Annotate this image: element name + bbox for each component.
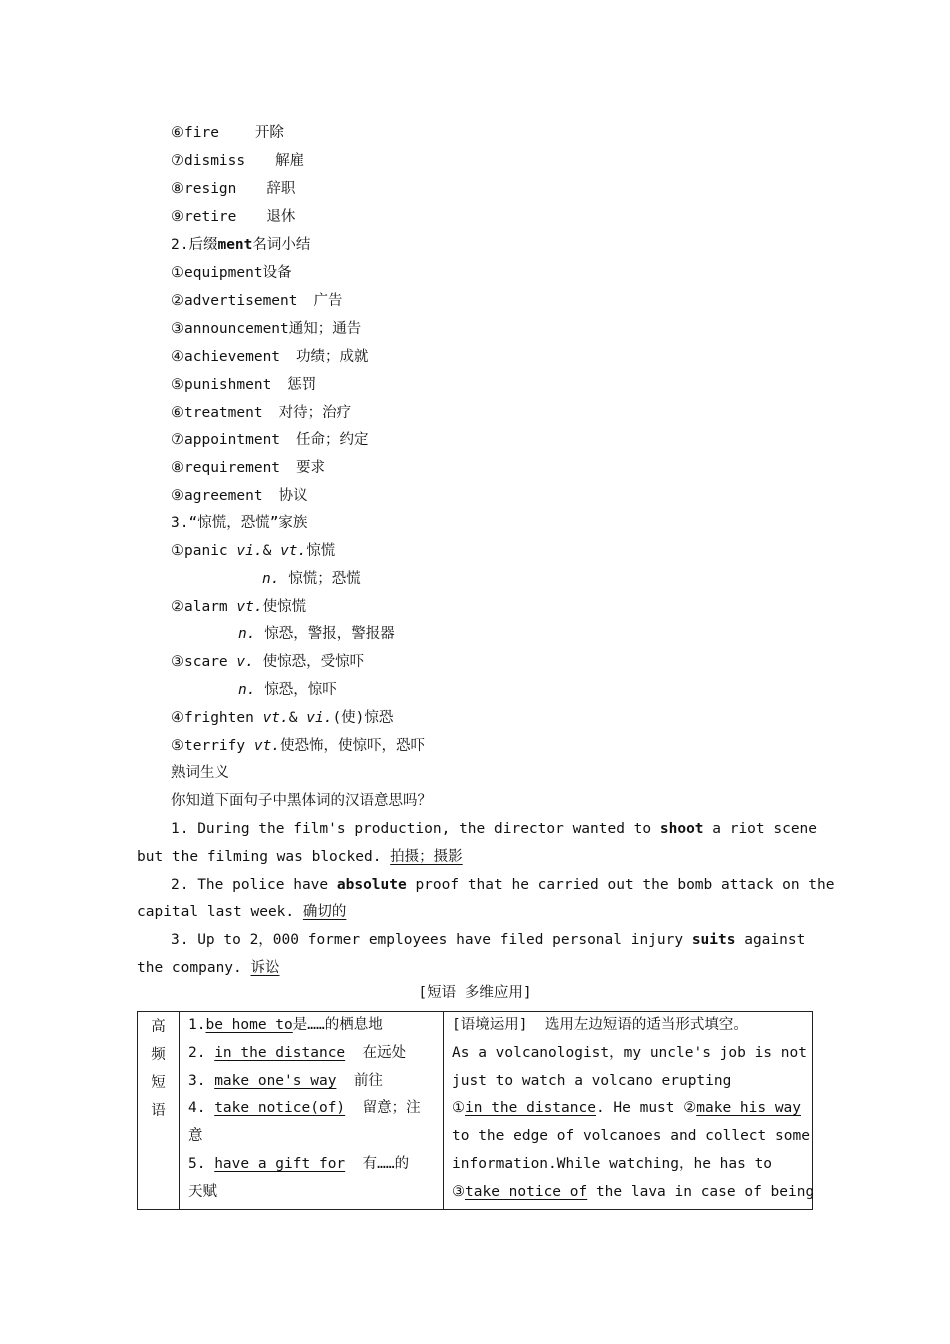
vocab-meaning: 惊慌；恐慌 <box>279 571 361 587</box>
answer-text: 诉讼 <box>250 960 280 976</box>
vocab-line <box>262 569 361 589</box>
vocab-word: ①equipment <box>171 265 263 281</box>
sentence-text: against <box>735 932 806 948</box>
vocab-line <box>171 375 316 395</box>
phrase-meaning: 有……的 <box>345 1155 410 1172</box>
phrase-item-continuation <box>180 1123 443 1151</box>
vocab-line <box>171 597 306 617</box>
exercise-text: information.While watching，he has to <box>452 1155 773 1172</box>
vocab-line <box>171 347 369 367</box>
part-of-speech: vt. <box>253 738 281 754</box>
phrase-text: in the distance <box>214 1044 346 1061</box>
phrase-text: be home to <box>205 1017 293 1033</box>
vocab-meaning: 广告 <box>313 293 343 309</box>
sentence-text: the company. <box>137 960 251 976</box>
answer-text: in the distance <box>465 1100 596 1117</box>
phrase-meaning: 留意；注 <box>345 1100 421 1117</box>
phrase-text: make one's way <box>214 1072 337 1089</box>
blank-number: ① <box>452 1100 465 1117</box>
vocab-line <box>171 319 361 339</box>
vocab-meaning: 任命；约定 <box>296 432 369 448</box>
phrase-item <box>180 1151 443 1179</box>
context-exercise-cell <box>444 1012 813 1210</box>
section-heading: 3.“惊慌，恐慌”家族 <box>171 515 308 531</box>
vocab-line <box>238 624 395 644</box>
section-heading <box>171 235 310 255</box>
phrase-list-cell <box>180 1012 444 1210</box>
vocab-meaning: 使惊慌 <box>262 599 307 615</box>
exercise-instruction: [语境运用] 选用左边短语的适当形式填空。 <box>452 1017 748 1033</box>
question-text: 你知道下面句子中黑体词的汉语意思吗？ <box>171 793 432 809</box>
sentence-text: proof that he carried out the bomb attack on the <box>406 877 835 893</box>
phrase-meaning: 前往 <box>336 1072 383 1089</box>
vocab-word: ⑧resign <box>171 181 237 197</box>
side-label-char: 短 <box>151 1075 166 1091</box>
ampersand: & <box>262 543 281 559</box>
exercise-text: to the edge of volcanoes and collect some <box>452 1128 810 1145</box>
vocab-meaning: 退休 <box>266 209 296 225</box>
sentence-line <box>171 875 834 895</box>
vocab-meaning: 惩罚 <box>287 377 317 393</box>
phrase-number: 2. <box>188 1044 215 1061</box>
phrase-number: 4. <box>188 1100 215 1117</box>
vocab-line <box>171 291 343 311</box>
vocab-meaning: 惊恐，警报，警报器 <box>255 626 395 642</box>
vocab-word: ④achievement <box>171 349 281 365</box>
bold-word: shoot <box>659 821 704 837</box>
vocab-word: ⑦dismiss <box>171 153 246 169</box>
exercise-text: As a volcanologist，my uncle's job is not <box>452 1044 807 1061</box>
vocab-word: ⑥treatment <box>171 405 263 421</box>
side-label-cell <box>138 1012 180 1210</box>
vocab-meaning: 使惊恐，受惊吓 <box>253 654 365 670</box>
phrase-text: have a gift for <box>214 1155 346 1172</box>
vocab-line <box>171 123 284 143</box>
vocab-line <box>238 680 337 700</box>
bold-word: suits <box>691 932 736 948</box>
vocab-meaning: (使)惊恐 <box>332 710 394 726</box>
vocab-line <box>171 652 364 672</box>
vocab-line <box>171 458 325 478</box>
part-of-speech: vi. <box>236 543 263 559</box>
side-label-char: 语 <box>151 1103 166 1119</box>
vocab-meaning: 解雇 <box>275 153 305 169</box>
sentence-line <box>137 902 346 922</box>
answer-text: 拍摄；摄影 <box>390 849 463 865</box>
vocab-meaning: 惊恐，惊吓 <box>255 682 337 698</box>
answer-text: take notice of <box>465 1183 588 1200</box>
ampersand: & <box>288 710 307 726</box>
vocab-meaning: 协议 <box>278 488 308 504</box>
vocab-line <box>171 430 369 450</box>
section-heading: 熟词生义 <box>171 765 229 781</box>
vocab-word: ①panic <box>171 543 237 559</box>
vocab-word: ⑧requirement <box>171 460 281 476</box>
vocab-meaning: 对待；治疗 <box>278 405 352 421</box>
vocab-meaning: 使恐怖，使惊吓，恐吓 <box>280 738 426 754</box>
vocab-word: ⑦appointment <box>171 432 281 448</box>
sentence-line <box>171 930 805 950</box>
phrase-number: 1. <box>188 1017 206 1033</box>
part-of-speech: v. <box>236 654 254 670</box>
vocab-meaning: 要求 <box>296 460 326 476</box>
vocab-word: ⑤terrify <box>171 738 254 754</box>
vocab-word: ②alarm <box>171 599 237 615</box>
vocab-line <box>171 541 335 561</box>
vocab-line <box>171 207 295 227</box>
vocab-word: ②advertisement <box>171 293 298 309</box>
exercise-text <box>444 1095 812 1123</box>
side-label-char: 频 <box>151 1047 166 1063</box>
vocab-word: ⑤punishment <box>171 377 272 393</box>
heading-text: 名词小结 <box>252 237 311 253</box>
sentence-line <box>137 958 280 978</box>
exercise-text: just to watch a volcano erupting <box>452 1072 732 1089</box>
vocab-word: ⑨retire <box>171 209 237 225</box>
side-label-char: 高 <box>151 1019 166 1035</box>
part-of-speech: vt. <box>262 710 289 726</box>
exercise-text: the lava in case of being <box>587 1183 815 1200</box>
answer-text: 确切的 <box>302 904 347 920</box>
sentence-line <box>171 819 817 839</box>
vocab-word: ④frighten <box>171 710 263 726</box>
vocab-meaning: 设备 <box>262 265 292 281</box>
phrase-meaning: 是……的栖息地 <box>292 1017 383 1033</box>
vocab-meaning: 惊慌 <box>306 543 336 559</box>
vocab-line <box>171 179 295 199</box>
blank-number: ③ <box>452 1183 465 1200</box>
phrase-text: take notice(of) <box>214 1100 346 1117</box>
sentence-line <box>137 847 463 867</box>
answer-text: make his way <box>696 1100 802 1117</box>
vocab-line <box>171 151 304 171</box>
exercise-text: . He must ② <box>595 1100 697 1117</box>
heading-text: 2.后缀 <box>171 237 218 253</box>
vocab-word: ⑥fire <box>171 125 219 141</box>
phrase-item <box>180 1040 443 1068</box>
vocab-line <box>171 736 425 756</box>
part-of-speech: n. <box>262 571 280 587</box>
sentence-text: but the filming was blocked. <box>137 849 391 865</box>
sentence-text: capital last week. <box>137 904 303 920</box>
heading-bold-text: ment <box>217 237 253 253</box>
section-title: [短语 多维应用] <box>418 985 532 1001</box>
vocab-meaning: 功绩；成就 <box>296 349 369 365</box>
phrase-table <box>137 1011 813 1210</box>
vocab-meaning: 通知；通告 <box>288 321 362 337</box>
sentence-text: 3. Up to 2，000 former employees have filed personal injury <box>171 932 692 948</box>
exercise-text <box>444 1179 815 1207</box>
sentence-text: 2. The police have <box>171 877 337 893</box>
phrase-item <box>180 1095 443 1123</box>
phrase-item <box>180 1012 443 1040</box>
phrase-item-continuation <box>180 1179 443 1207</box>
vocab-line <box>171 708 393 728</box>
part-of-speech: vt. <box>236 599 263 615</box>
part-of-speech: n. <box>238 682 256 698</box>
vocab-meaning: 辞职 <box>266 181 296 197</box>
sentence-text: a riot scene <box>703 821 818 837</box>
phrase-number: 5. <box>188 1155 215 1172</box>
part-of-speech: vi. <box>306 710 333 726</box>
vocab-line <box>171 486 308 506</box>
vocab-line <box>171 403 351 423</box>
part-of-speech: n. <box>238 626 256 642</box>
vocab-word: ③announcement <box>171 321 289 337</box>
phrase-meaning: 天赋 <box>188 1183 217 1200</box>
sentence-text: 1. During the film's production, the director wanted to <box>171 821 660 837</box>
vocab-word: ③scare <box>171 654 237 670</box>
phrase-meaning: 意 <box>188 1128 203 1145</box>
bold-word: absolute <box>336 877 407 893</box>
phrase-number: 3. <box>188 1072 215 1089</box>
part-of-speech: vt. <box>280 543 307 559</box>
phrase-meaning: 在远处 <box>345 1044 407 1061</box>
vocab-word: ⑨agreement <box>171 488 263 504</box>
vocab-line <box>171 263 292 283</box>
vocab-meaning: 开除 <box>254 125 284 141</box>
phrase-item <box>180 1068 443 1096</box>
